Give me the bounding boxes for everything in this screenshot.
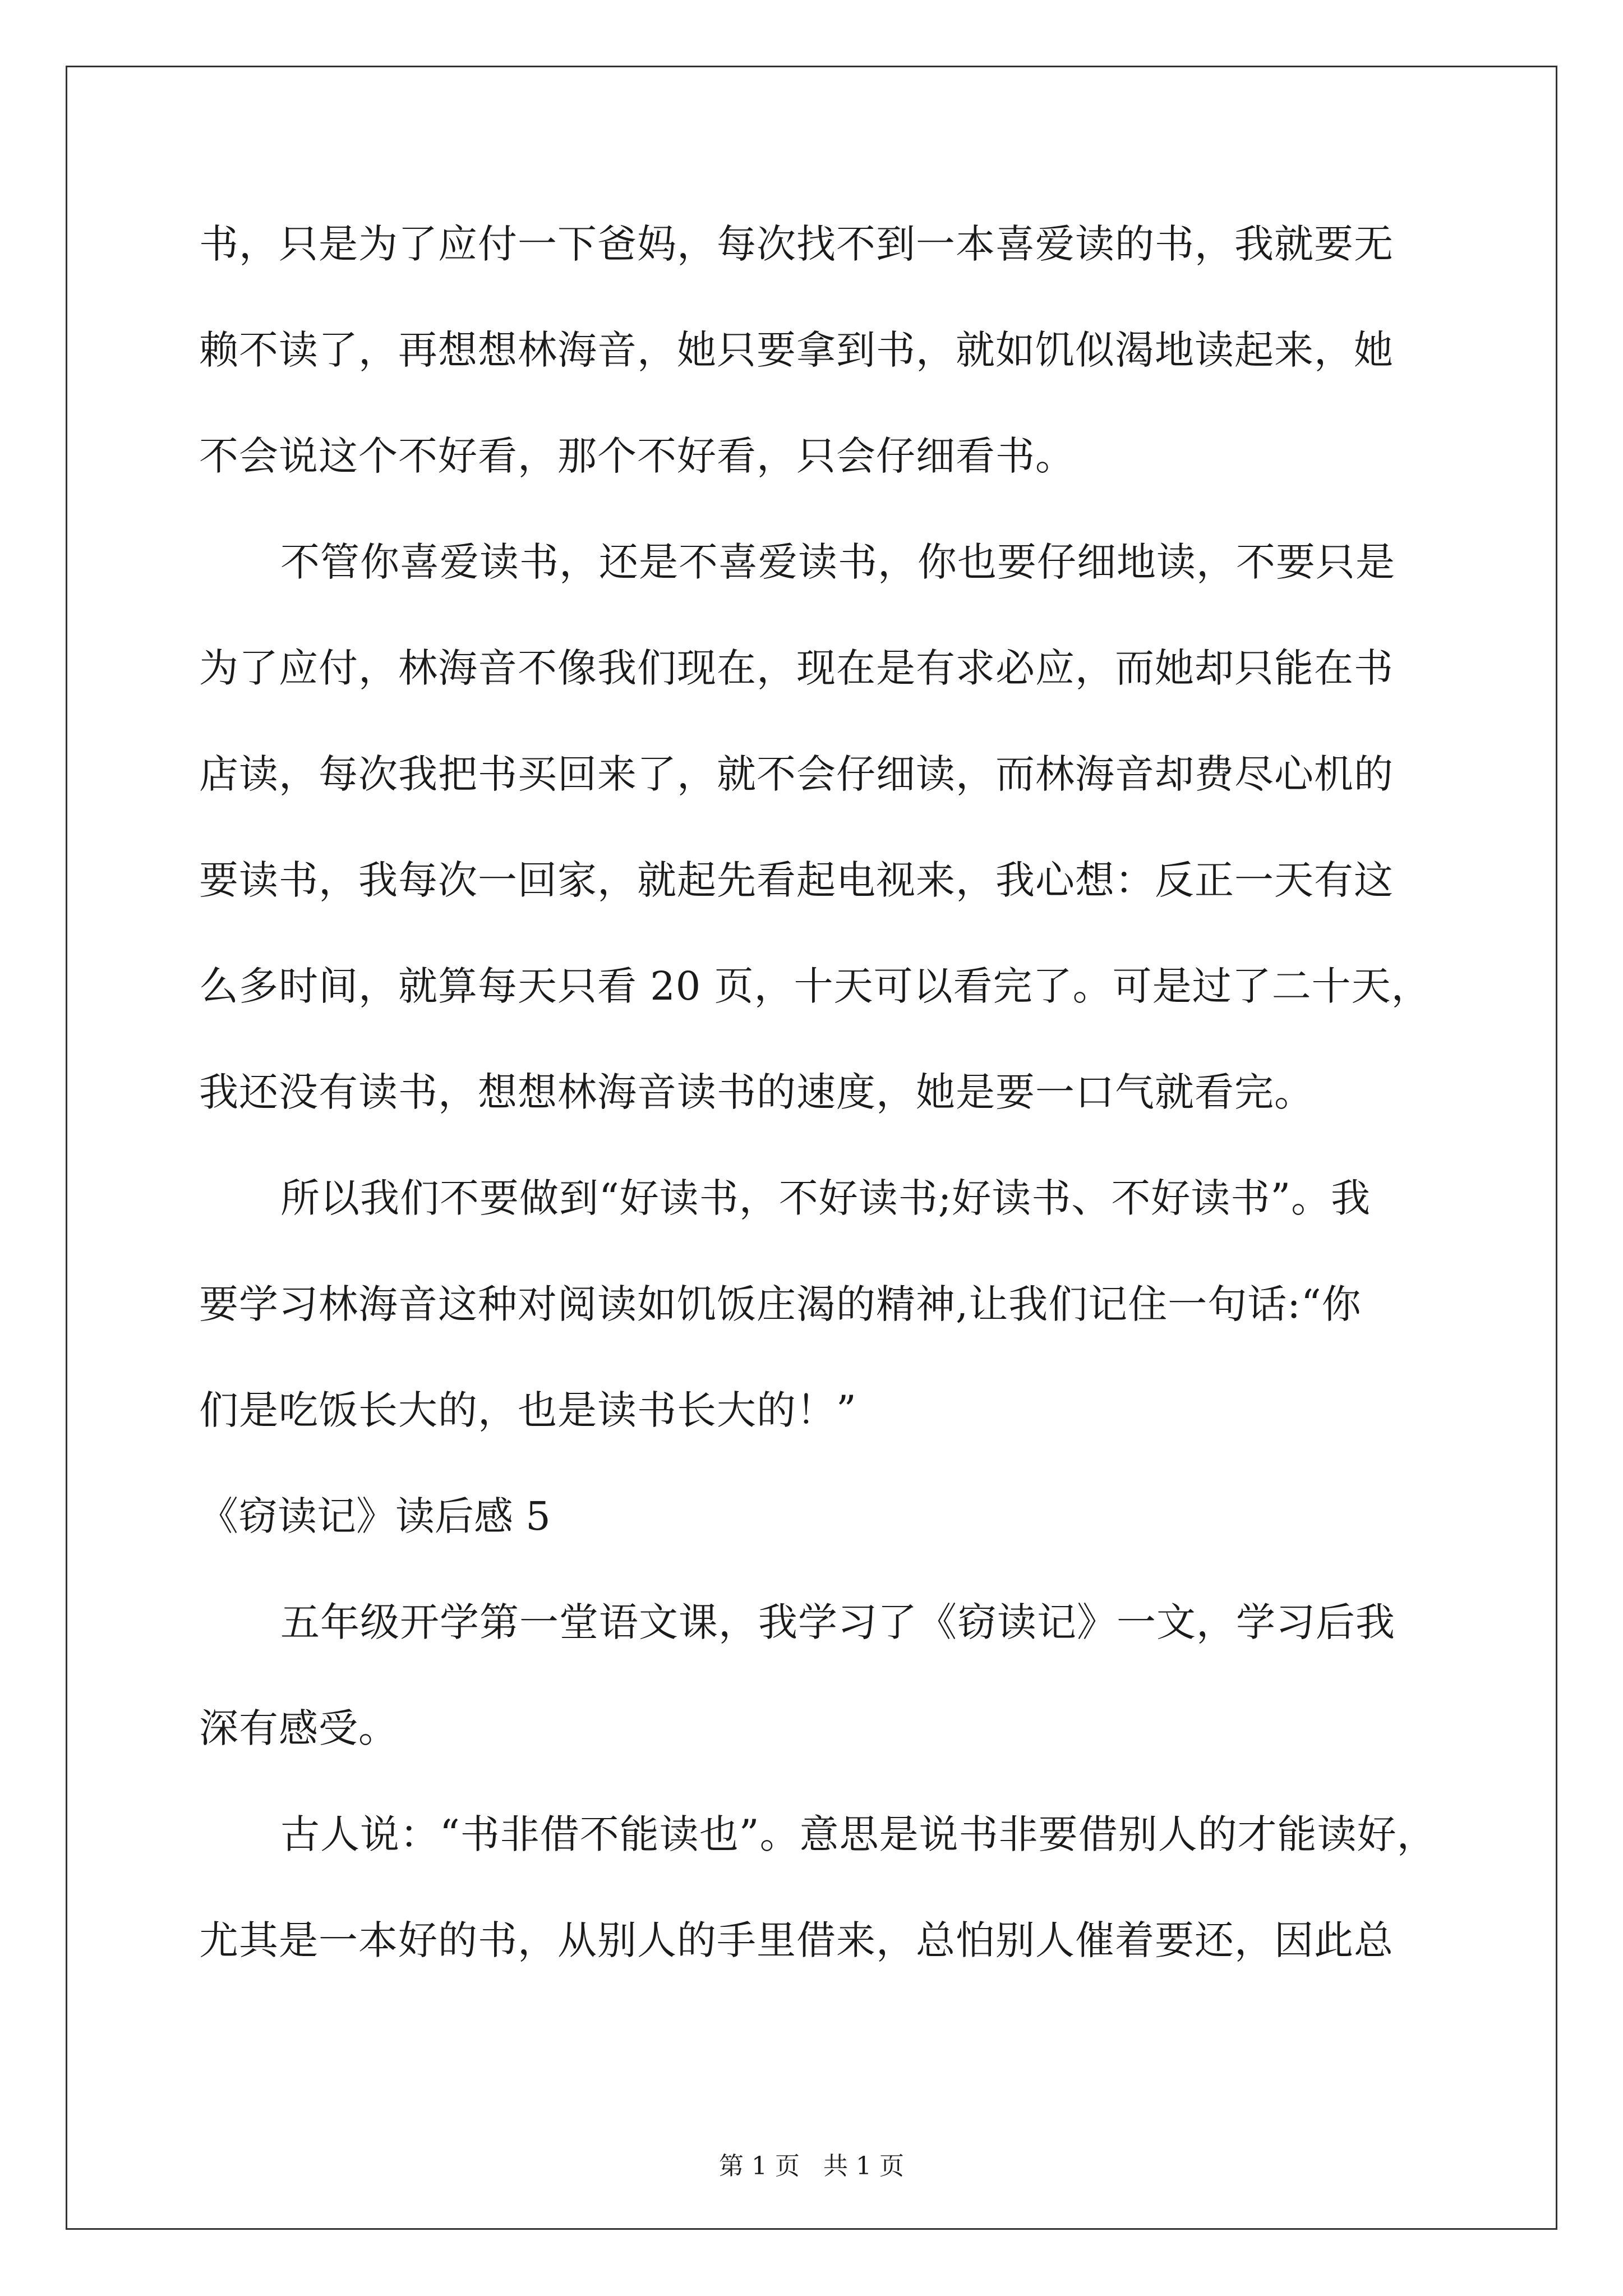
text-line-11: 要学习林海音这种对阅读如饥饭庄渴的精神,让我们记住一句话:“你 [199, 1281, 1362, 1327]
text-line-17: 尤其是一本好的书，从别人的手里借来，总怕别人催着要还，因此总 [199, 1917, 1394, 1963]
text-line-2: 赖不读了，再想想林海音，她只要拿到书，就如饥似渴地读起来，她 [199, 327, 1394, 373]
text-line-5: 为了应付，林海音不像我们现在，现在是有求必应，而她却只能在书 [199, 645, 1394, 691]
text-line-14: 五年级开学第一堂语文课，我学习了《窃读记》一文，学习后我 [280, 1599, 1395, 1645]
text-line-1: 书，只是为了应付一下爸妈，每次找不到一本喜爱读的书，我就要无 [199, 221, 1394, 267]
text-line-15: 深有感受。 [199, 1705, 398, 1751]
text-line-9: 我还没有读书，想想林海音读书的速度，她是要一口气就看完。 [199, 1069, 1314, 1115]
text-line-10: 所以我们不要做到“好读书，不好读书;好读书、不好读书”。我 [280, 1175, 1371, 1221]
text-line-8: 么多时间，就算每天只看 20 页，十天可以看完了。可是过了二十天， [199, 963, 1431, 1009]
page-footer: 第 1 页 共 1 页 [719, 2152, 904, 2180]
text-line-6: 店读，每次我把书买回来了，就不会仔细读，而林海音却费尽心机的 [199, 751, 1394, 797]
text-line-4: 不管你喜爱读书，还是不喜爱读书，你也要仔细地读，不要只是 [280, 539, 1395, 585]
text-line-3: 不会说这个不好看，那个不好看，只会仔细看书。 [199, 433, 1075, 479]
text-line-12: 们是吃饭长大的，也是读书长大的！” [199, 1387, 857, 1433]
text-line-16: 古人说：“书非借不能读也”。意思是说书非要借别人的才能读好， [280, 1811, 1437, 1857]
document-body [199, 221, 1437, 2027]
text-line-7: 要读书，我每次一回家，就起先看起电视来，我心想：反正一天有这 [199, 857, 1394, 903]
section-heading: 《窃读记》读后感 5 [199, 1493, 551, 1539]
